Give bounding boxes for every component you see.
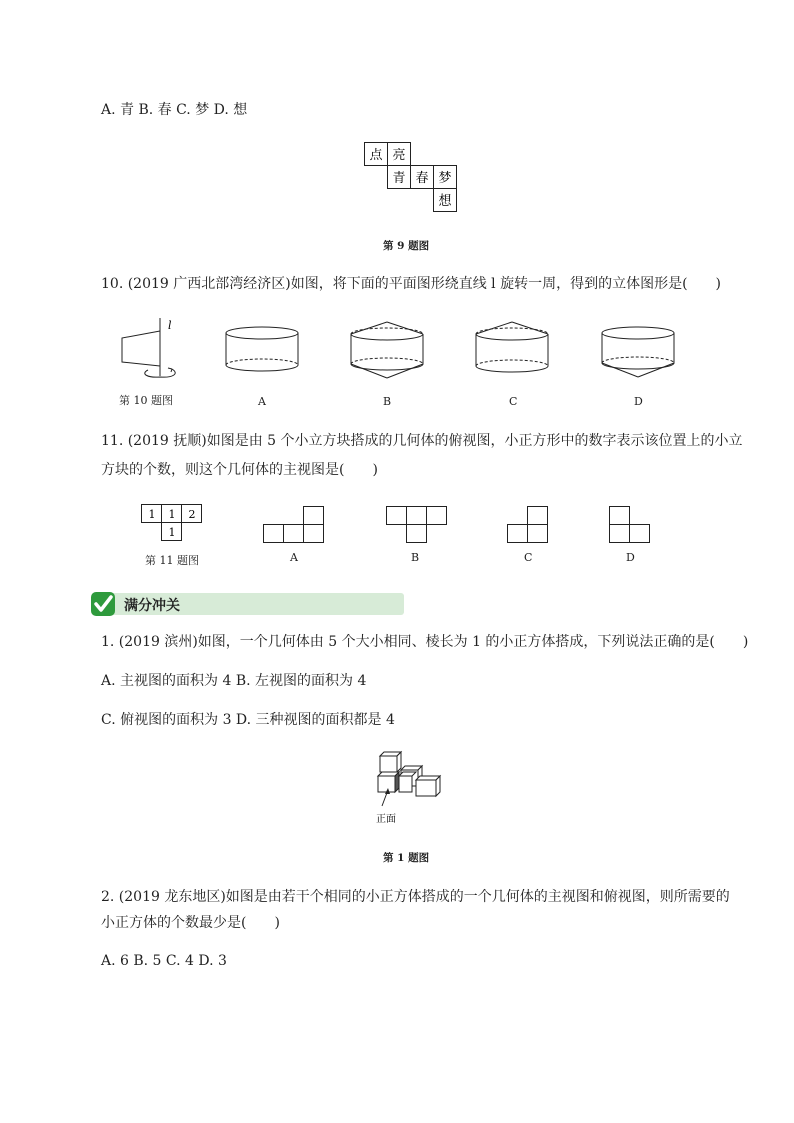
net-cell: 春 <box>415 171 429 186</box>
p2-line2: 小正方体的个数最少是( ) <box>101 915 280 931</box>
grid-number: 2 <box>188 508 196 521</box>
q10-text: 10. (2019 广西北部湾经济区)如图，将下面的平面图形绕直线 l 旋转一周，得到的立体图形是( ) <box>101 276 722 292</box>
q10-option-b-figure <box>349 320 425 382</box>
q11-option-c-figure <box>507 506 549 544</box>
section-title: 满分冲关 <box>124 598 180 614</box>
p1-cube-figure <box>374 750 446 830</box>
q9-cube-net <box>364 142 460 212</box>
q9-caption: 第 9 题图 <box>383 240 430 252</box>
q10-option-a-figure <box>224 325 300 375</box>
q10-plane-figure <box>118 318 188 380</box>
p1-options-ab: A. 主视图的面积为 4 B. 左视图的面积为 4 <box>101 673 367 689</box>
p2-options: A. 6 B. 5 C. 4 D. 3 <box>101 953 227 969</box>
q11-option-d-label: D <box>626 551 635 564</box>
p2-line1: 2. (2019 龙东地区)如图是由若干个相同的小正方体搭成的一个几何体的主视图和俯视图，则所需要的 <box>101 889 730 905</box>
net-cell: 青 <box>392 171 406 186</box>
net-cell: 点 <box>369 148 383 163</box>
q11-fig-caption: 第 11 题图 <box>145 554 199 567</box>
net-cell: 亮 <box>392 148 406 163</box>
grid-number: 1 <box>168 508 176 521</box>
q10-option-c-figure <box>474 320 550 376</box>
check-icon <box>90 591 120 617</box>
axis-label: l <box>168 319 172 332</box>
grid-number: 1 <box>148 508 156 521</box>
front-label: 正面 <box>376 814 396 825</box>
q10-option-b-label: B <box>383 395 392 408</box>
q9-options: A. 青 B. 春 C. 梦 D. 想 <box>101 102 248 118</box>
q10-option-c-label: C <box>509 395 518 408</box>
q11-top-view-grid <box>141 504 205 542</box>
net-cell: 想 <box>438 194 452 209</box>
p1-options-cd: C. 俯视图的面积为 3 D. 三种视图的面积都是 4 <box>101 712 395 728</box>
q11-option-c-label: C <box>524 551 533 564</box>
p1-caption: 第 1 题图 <box>383 852 430 864</box>
q11-option-d-figure <box>609 506 651 544</box>
q11-option-b-figure <box>386 506 448 544</box>
q11-option-a-label: A <box>290 551 298 564</box>
q10-option-d-figure <box>600 325 676 381</box>
q10-option-d-label: D <box>634 395 643 408</box>
p1-text: 1. (2019 滨州)如图，一个几何体由 5 个大小相同、棱长为 1 的小正方体搭成，下列说法正确的是( ) <box>101 634 749 650</box>
q10-option-a-label: A <box>258 395 266 408</box>
net-cell: 梦 <box>438 171 452 186</box>
grid-number: 1 <box>168 526 176 539</box>
q10-fig-caption: 第 10 题图 <box>119 394 173 407</box>
q11-option-a-figure <box>263 506 325 544</box>
q11-option-b-label: B <box>411 551 420 564</box>
section-banner <box>90 591 405 617</box>
q11-line1: 11. (2019 抚顺)如图是由 5 个小立方块搭成的几何体的俯视图，小正方形中的数字表示该位置上的小立 <box>101 433 743 449</box>
q11-line2: 方块的个数，则这个几何体的主视图是( ) <box>101 462 378 478</box>
